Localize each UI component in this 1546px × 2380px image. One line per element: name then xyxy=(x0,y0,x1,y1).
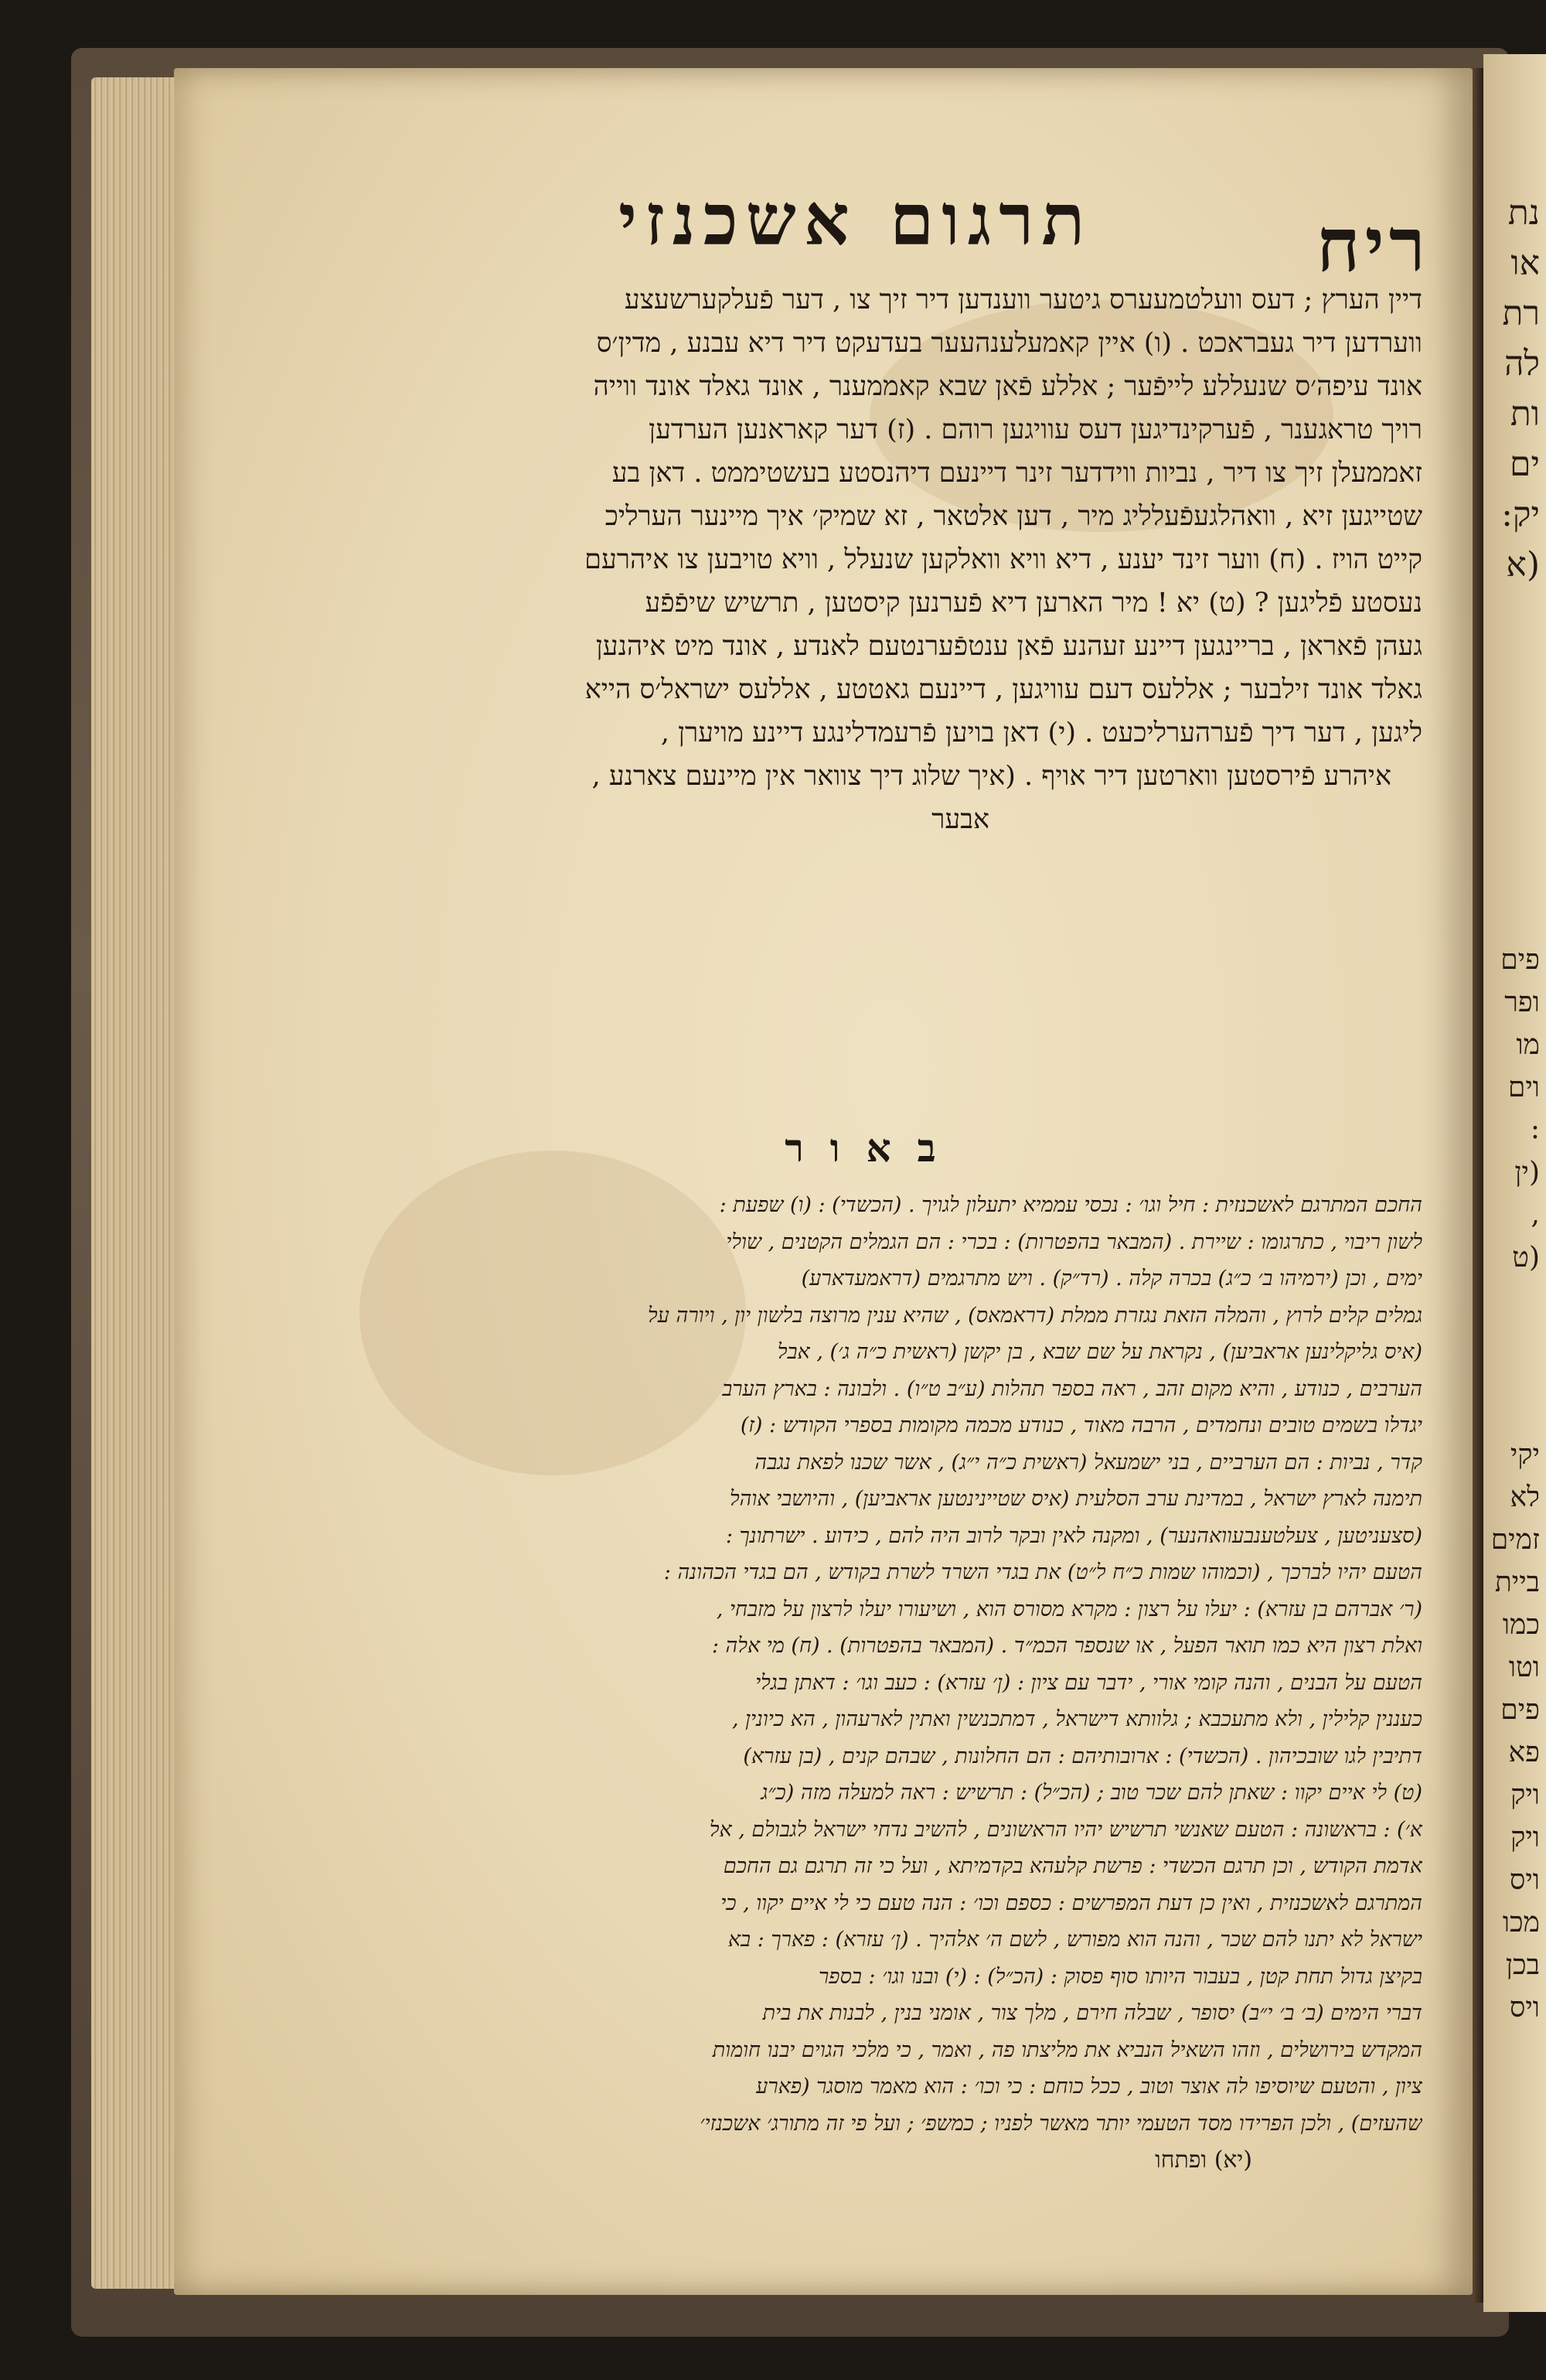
commentary-catchword: (יא) ופתחו xyxy=(1155,2146,1252,2174)
commentary-line: הטעם יהיו לברכך , (וכמוהו שמות כ״ח ל״ט) את בגדי השרד לשרת בקודש , הם בגדי הכהונה : xyxy=(663,1560,1422,1584)
adjacent-line: ויק xyxy=(1510,1779,1540,1811)
text-line: קייט הויז . (ח) ווער זינד יענע , דיא וויא וואלקען שנעלל , וויא טויבען צו איהרעם xyxy=(584,544,1422,575)
commentary-line: יגדלו בשמים טובים ונחמדים , הרבה מאוד , כנודע מכמה מקומות בספרי הקודש : (ז) xyxy=(740,1413,1422,1437)
commentary-text xyxy=(325,1187,1422,2179)
commentary-line: ואלת רצון היא כמו תואר הפעל , או שנספר הכמ״ד . (המבאר בהפטרות) . (ח) מי אלה : xyxy=(711,1634,1422,1658)
text-line: נעסטע פֿליגען ? (ט) יא ! מיר הארען דיא פֿערנען קיסטען , תרשיש שיפֿפֿע xyxy=(645,588,1422,619)
adjacent-line: ויס xyxy=(1509,1992,1540,2024)
adjacent-line: וטו xyxy=(1508,1652,1540,1683)
adjacent-line: ים xyxy=(1510,445,1540,484)
commentary-heading: באור xyxy=(785,1125,962,1171)
commentary-line: אדמת הקודש , וכן תרגם הכשדי : פרשת קלעהא בקדמיתא , ועל כי זה תרגם גם החכם xyxy=(723,1854,1422,1878)
adjacent-line: או xyxy=(1510,244,1540,283)
commentary-line: בקיצן גדול תחת קטן , בעבור היותו סוף פסוק : (הכ״ל) : (י) ובנו וגו׳ : בספר xyxy=(819,1964,1422,1989)
commentary-line: גמלים קלים לרוץ , והמלה הזאת נגזרת ממלת (דראמאס) , שהיא ענין מרוצה בלשון יון , ויורה על xyxy=(648,1303,1422,1328)
commentary-line: החכם המתרגם לאשכנזית : חיל וגו׳ : נכסי עממיא יתעלון לגויך . (הכשדי) : (ו) שפעת : xyxy=(719,1193,1422,1217)
commentary-line: א׳) : בראשונה : הטעם שאנשי תרשיש יהיו הראשונים , להשיב נדחי ישראל לגבולם , אל xyxy=(709,1817,1422,1842)
adjacent-line: , xyxy=(1531,1199,1540,1230)
text-line: ווערדען דיר געבראכט . (ו) איין קאמעלענהעער בעדעקט דיר דיא עבנע , מדין׳ס xyxy=(596,328,1422,359)
page-edges xyxy=(91,77,184,2289)
commentary-line: ציון , והטעם שיוסיפו לה אוצר וטוב , ככל כוחם : כי וכו׳ : הוא מאמר מוסגר (פארע xyxy=(756,2075,1422,2099)
commentary-line: הטעם על הבנים , והנה קומי אורי , ידבר עם ציון : (ן׳ עזרא) : כעב וגו׳ : דאתן בגלי xyxy=(755,1670,1422,1695)
adjacent-line: מו xyxy=(1516,1029,1540,1061)
text-line: איהרע פֿירסטען ווארטען דיר אויף . (איך שלוג דיך צוואר אין מיינעם צארנע , xyxy=(591,761,1391,792)
commentary-line: קדר , נביות : הם הערביים , בני ישמעאל (ראשית כ״ה י״ג) , אשר שכנו לפאת נגבה xyxy=(754,1450,1422,1475)
text-line: דיין הערץ ; דעס וועלטמעערס גיטער ווענדען דיר זיך צו , דער פֿעלקערשעצע xyxy=(624,285,1422,315)
commentary-line: הערבים , כנודע , והיא מקום זהב , ראה בספר תהלות (ע״ב ט״ו) . ולבונה : בארץ הערב xyxy=(722,1376,1422,1401)
text-line: ליגען , דער דיך פֿערהערליכעט . (י) דאן בויען פֿרעמדלינגע דיינע מויערן , xyxy=(660,718,1422,748)
commentary-line: (איס גליקלינען אראביען) , נקראת על שם שבא , בן יקשן (ראשית כ״ה ג׳) , אבל xyxy=(777,1340,1422,1364)
text-line: שטייגען זיא , וואהלגעפֿעלליג מיר , דען אלטאר , זא שמיק׳ איך מיינער הערליכ xyxy=(604,501,1422,532)
page-content xyxy=(325,170,1430,2174)
commentary-line: דתיבין לגו שובכיהון . (הכשדי) : ארובותיהם : הם החלונות , שבהם קנים , (בן עזרא) xyxy=(743,1744,1422,1768)
commentary-line: שהעזים) , ולכן הפרידו מסד הטעמי יותר מאשר לפניו ; כמשפ׳ ; ועל פי זה מתורג׳ אשכנזי׳ xyxy=(700,2111,1422,2136)
adjacent-line: : xyxy=(1530,1113,1540,1145)
adjacent-line: נת xyxy=(1507,193,1540,233)
adjacent-line: יק: xyxy=(1501,495,1540,534)
adjacent-line: ויק xyxy=(1510,1822,1540,1853)
adjacent-page xyxy=(1483,54,1546,2312)
running-title: תרגום אשכנזי xyxy=(618,178,1093,261)
commentary-line: המתרגם לאשכנזית , ואין כן דעת המפרשים : כספם וכו׳ : הנה טעם כי לי איים יקוו , כי xyxy=(720,1891,1422,1915)
page-header xyxy=(325,170,1430,288)
commentary-line: המקדש בירושלים , וזהו השאיל הנביא את מליצתו פה , ואמר , כי מלכי הגוים יבנו חומות xyxy=(712,2037,1422,2062)
text-line: אבער xyxy=(931,804,989,835)
adjacent-line: פים xyxy=(1500,944,1540,976)
text-line: אונד עיפה׳ס שנעללע לייפֿער ; אללע פֿאן שבא קאממענר , אונד גאלד אונד ווייה xyxy=(593,371,1422,402)
translation-text xyxy=(325,278,1422,841)
adjacent-line: פא xyxy=(1508,1737,1540,1768)
adjacent-line: (ט xyxy=(1512,1242,1540,1274)
adjacent-line: מכו xyxy=(1502,1907,1540,1938)
text-line: געהן פֿאראן , בריינגען דיינע זעהנע פֿאן ענטפֿערנטעם לאנדע , אונד מיט איהנען xyxy=(595,631,1422,662)
text-line: זאממעלן זיך צו דיר , נביות ווידדער זינר דיינעם דיהנסטע בעשטיממט . דאן בע xyxy=(611,458,1422,489)
commentary-line: (סצעניטען , צעלטענבעוואהנער) , ומקנה לאין ובקר לרוב היה להם , כידוע . ישרתונך : xyxy=(725,1523,1422,1548)
adjacent-line: רת xyxy=(1502,294,1540,333)
adjacent-line: ביית xyxy=(1494,1567,1540,1598)
adjacent-line: וים xyxy=(1507,1072,1540,1103)
commentary-line: (ט) לי איים יקוו : שאתן להם שכר טוב ; (הכ״ל) : תרשיש : ראה למעלה מזה (כ״ג xyxy=(761,1781,1422,1805)
adjacent-line: ויס xyxy=(1509,1864,1540,1896)
commentary-line: ימים , וכן (ירמיהו ב׳ כ״ג) בכרה קלה . (רד״ק) . ויש מתרגמים (דראמעדארע) xyxy=(801,1267,1422,1291)
adjacent-line: לא xyxy=(1510,1482,1540,1513)
adjacent-line: (ין xyxy=(1514,1157,1540,1188)
adjacent-line: (א xyxy=(1506,545,1540,585)
commentary-line: לשון ריבוי , כתרגומו : שיירת . (המבאר בהפטרות) : בכרי : הם הגמלים הקטנים , שולי xyxy=(726,1229,1422,1254)
commentary-line: כעננין קלילין , ולא מתעכבא ; גלוותא דישראל , דמתכנשין ואתין לארעהון , הא כיונין , xyxy=(731,1707,1422,1731)
adjacent-line: ות xyxy=(1510,394,1540,434)
commentary-line: תימנה לארץ ישראל , במדינת ערב הסלעית (איס שטיינינטען אראביען) , והיושבי אוהל xyxy=(729,1487,1422,1511)
adjacent-line: יקי xyxy=(1510,1439,1540,1471)
adjacent-line: כמו xyxy=(1502,1609,1540,1641)
page-number: ריח xyxy=(1316,201,1430,288)
commentary-line: דברי הימים (ב׳ ב׳ י״ב) יסופר , שבלה חירם , מלך צור , אומני בנין , לבנות את בית xyxy=(762,2001,1422,2025)
commentary-line: ישראל לא יתנו להם שכר , והנה הוא מפורש , לשם ה׳ אלהיך . (ן׳ עזרא) : פארך : בא xyxy=(727,1928,1422,1952)
adjacent-line: בכן xyxy=(1505,1949,1540,1981)
adjacent-line: לה xyxy=(1504,344,1540,384)
commentary-line: (ר׳ אברהם בן עזרא) : יעלו על רצון : מקרא מסורס הוא , ושיעורו יעלו לרצון על מזבחי , xyxy=(716,1597,1422,1621)
adjacent-line: זמים xyxy=(1490,1524,1540,1556)
adjacent-line: פים xyxy=(1500,1694,1540,1726)
book-gutter xyxy=(1473,68,1483,2303)
text-line: רויך טראגענר , פֿערקינדיגען דעס עוויגען רוהם . (ז) דער קאראנען הערדען xyxy=(649,414,1422,445)
adjacent-line: ופר xyxy=(1504,987,1540,1018)
text-line: גאלד אונד זילבער ; אללעס דעם עוויגען , דיינעם גאטטע , אללעס ישראל׳ס הייא xyxy=(584,674,1422,705)
